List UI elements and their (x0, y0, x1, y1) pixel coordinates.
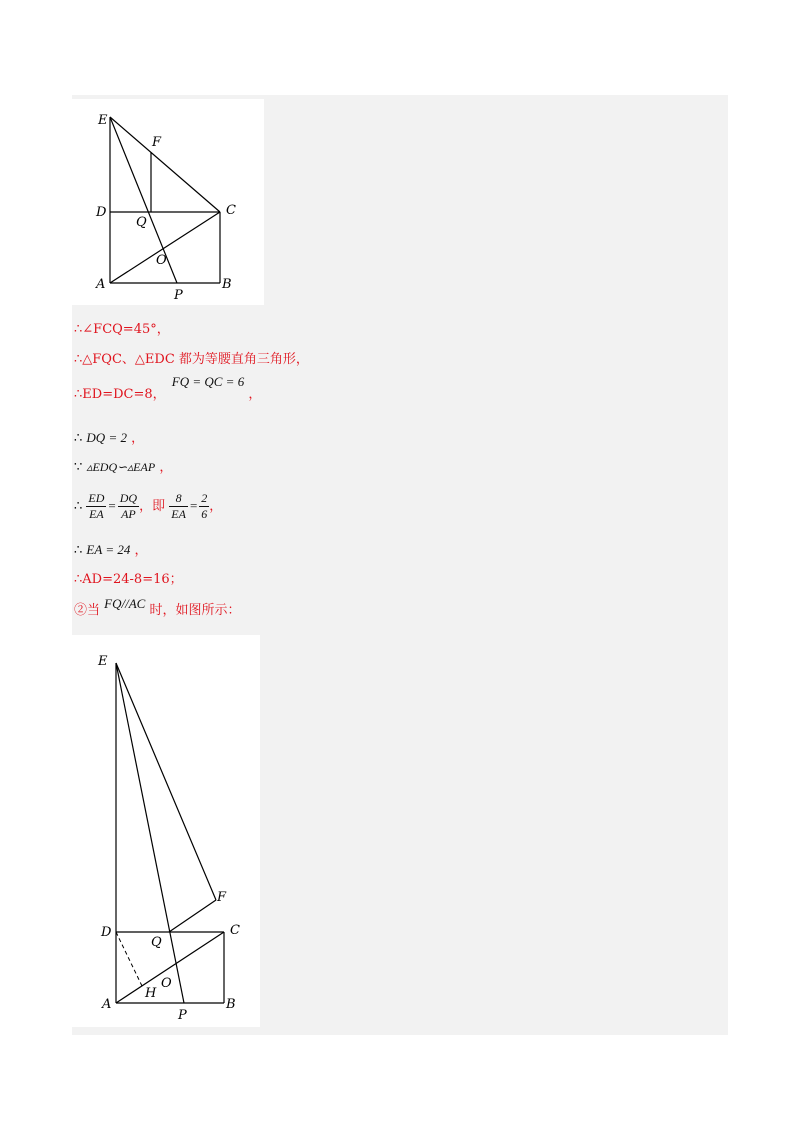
label-H: H (145, 986, 157, 1001)
fraction-ED-EA: $\frac{ED}{EA}$ (88, 491, 105, 521)
figure-2-svg (72, 635, 260, 1027)
formula: EA = 24 (86, 542, 131, 557)
step-line-6: ∴ $\frac{ED}{EA}$ = $\frac{DQ}{AP}$ ，即 $\frac{8}{EA}$ = $\frac{2}{6}$ ， (74, 491, 223, 521)
label-Q: Q (136, 215, 147, 230)
step-text: AD=24-8=16； (82, 572, 183, 587)
label-E: E (98, 654, 108, 669)
step-line-8: ∴AD=24-8=16； (74, 572, 183, 587)
formula: DQ = 2 (86, 430, 127, 445)
formula: FQ//AC (104, 596, 146, 611)
label-B: B (226, 997, 236, 1012)
step-text: △FQC、△EDC 都为等腰直角三角形， (82, 352, 309, 367)
document-page (72, 95, 728, 1035)
label-C: C (226, 203, 236, 218)
label-E: E (98, 113, 108, 128)
label-D: D (96, 205, 107, 220)
fraction-8-EA: $\frac{8}{EA}$ (171, 491, 186, 521)
step-line-7: ∴ EA = 24 ， (74, 542, 148, 558)
step-line-9: ②当 FQ//AC 时，如图所示： (74, 596, 241, 618)
formula: FQ = QC = 6 (171, 374, 245, 389)
label-C: C (230, 923, 240, 938)
step-text: ∠FCQ=45°， (82, 322, 170, 337)
formula: ▵EDQ∽▵EAP (86, 460, 156, 474)
label-D: D (101, 925, 112, 940)
geometry-figure-1 (72, 99, 264, 305)
step-line-5: ∵ ▵EDQ∽▵EAP ， (74, 460, 173, 475)
figure-1-svg (72, 99, 264, 305)
label-O: O (161, 976, 172, 991)
label-A: A (102, 997, 112, 1012)
step-line-1: ∴∠FCQ=45°， (74, 322, 170, 337)
fraction-2-6: $\frac{2}{6}$ (201, 491, 208, 521)
step-line-2: ∴△FQC、△EDC 都为等腰直角三角形， (74, 352, 309, 367)
geometry-figure-2 (72, 635, 260, 1027)
label-Q: Q (151, 935, 162, 950)
step-text: ED=DC=8， (82, 387, 166, 402)
label-O: O (156, 253, 167, 268)
label-P: P (174, 288, 183, 303)
label-B: B (222, 277, 232, 292)
fraction-DQ-AP: $\frac{DQ}{AP}$ (119, 491, 138, 521)
label-F: F (152, 135, 162, 150)
label-F: F (217, 890, 227, 905)
label-A: A (96, 277, 106, 292)
step-line-3: ∴ED=DC=8， FQ = QC = 6 ， (74, 374, 262, 402)
label-P: P (178, 1008, 187, 1023)
step-line-4: ∴ DQ = 2 ， (74, 430, 145, 446)
